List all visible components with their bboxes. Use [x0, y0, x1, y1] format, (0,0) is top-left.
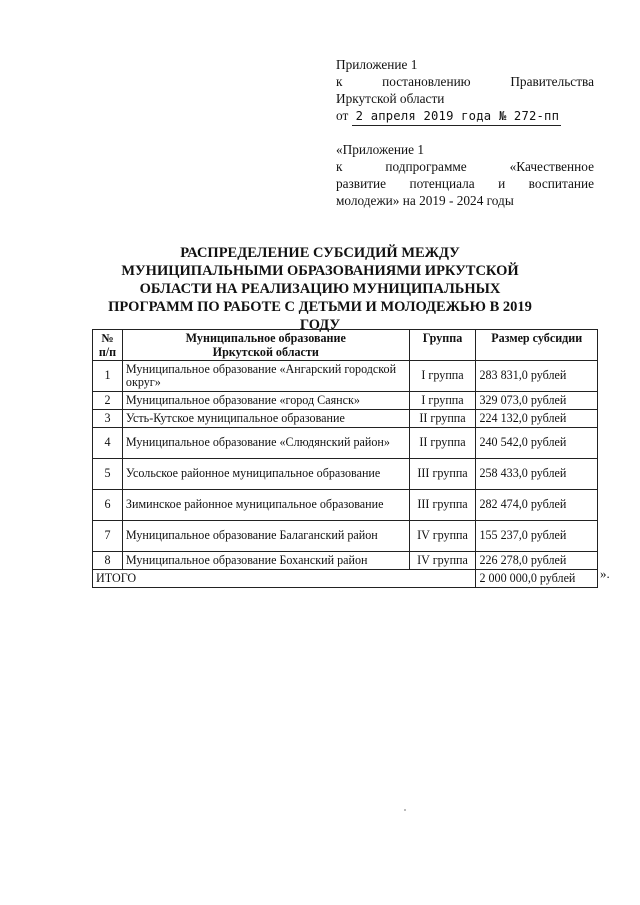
row-subsidy: 240 542,0 рублей — [476, 428, 598, 459]
row-number: 6 — [93, 490, 123, 521]
row-municipality: Муниципальное образование Балаганский район — [122, 521, 409, 552]
row-number: 7 — [93, 521, 123, 552]
scan-speck — [404, 809, 406, 811]
row-municipality: Муниципальное образование «Слюдянский район» — [122, 428, 409, 459]
row-group: IV группа — [409, 521, 476, 552]
row-subsidy: 329 073,0 рублей — [476, 392, 598, 410]
table-row — [93, 552, 598, 570]
subprogram-name-line: развитие потенциала и воспитание — [336, 176, 594, 191]
row-number: 1 — [93, 361, 123, 392]
row-number: 8 — [93, 552, 123, 570]
table-row — [93, 361, 598, 392]
header-number: № п/п — [93, 330, 123, 361]
row-group: II группа — [409, 410, 476, 428]
row-municipality: Усольское районное муниципальное образование — [122, 459, 409, 490]
row-subsidy: 283 831,0 рублей — [476, 361, 598, 392]
row-number: 2 — [93, 392, 123, 410]
table-row — [93, 410, 598, 428]
attachment-region: Иркутской области — [336, 91, 445, 106]
row-subsidy: 282 474,0 рублей — [476, 490, 598, 521]
ref-word: постановлению — [382, 74, 471, 89]
table-header-row — [93, 330, 598, 361]
attachment-header-decree — [336, 56, 594, 126]
row-number: 4 — [93, 428, 123, 459]
subprogram-ref-line — [336, 158, 594, 175]
ref-gov: Правительства — [510, 74, 595, 89]
attachment-ref-line — [336, 73, 594, 90]
ref-k: к — [336, 74, 343, 89]
row-municipality: Муниципальное образование «Ангарский городской округ» — [122, 361, 409, 392]
row-municipality: Муниципальное образование Боханский район — [122, 552, 409, 570]
header-group: Группа — [409, 330, 476, 361]
sub-ref-k: к — [336, 159, 343, 174]
row-subsidy: 224 132,0 рублей — [476, 410, 598, 428]
date-prefix: от — [336, 108, 349, 123]
row-group: I группа — [409, 392, 476, 410]
table-total-row — [93, 570, 598, 588]
sub-ref-quote: «Качественное — [509, 159, 595, 174]
document-title: РАСПРЕДЕЛЕНИЕ СУБСИДИЙ МЕЖДУ МУНИЦИПАЛЬНЫМИ ОБРАЗОВАНИЯМИ ИРКУТСКОЙ ОБЛАСТИ НА РЕАЛИЗАЦИЮ МУНИЦИПАЛЬНЫХ ПРОГРАММ ПО РАБОТЕ С ДЕТЬМИ И МОЛОДЕЖЬЮ В 2019 ГОДУ — [108, 245, 532, 333]
row-municipality: Муниципальное образование «город Саянск» — [122, 392, 409, 410]
row-subsidy: 226 278,0 рублей — [476, 552, 598, 570]
table-row — [93, 392, 598, 410]
row-municipality: Зиминское районное муниципальное образование — [122, 490, 409, 521]
table-row — [93, 459, 598, 490]
row-group: III группа — [409, 490, 476, 521]
table-row — [93, 521, 598, 552]
attachment-date-line — [336, 107, 594, 126]
subprogram-years-line: молодежи» на 2019 - 2024 годы — [336, 193, 514, 208]
total-sum: 2 000 000,0 рублей — [476, 570, 598, 588]
row-group: III группа — [409, 459, 476, 490]
decree-date-number: 2 апреля 2019 года № 272-пп — [352, 108, 562, 126]
row-group: IV группа — [409, 552, 476, 570]
row-number: 5 — [93, 459, 123, 490]
table-row — [93, 428, 598, 459]
header-subsidy: Размер субсидии — [476, 330, 598, 361]
row-municipality: Усть-Кутское муниципальное образование — [122, 410, 409, 428]
subsidy-table — [92, 329, 598, 588]
attachment-label: Приложение 1 — [336, 57, 418, 72]
row-group: II группа — [409, 428, 476, 459]
sub-ref-word: подпрограмме — [385, 159, 467, 174]
closing-quote-mark: ». — [600, 566, 610, 581]
row-group: I группа — [409, 361, 476, 392]
row-subsidy: 258 433,0 рублей — [476, 459, 598, 490]
table-row — [93, 490, 598, 521]
subprogram-attachment-label: «Приложение 1 — [336, 142, 424, 157]
row-subsidy: 155 237,0 рублей — [476, 521, 598, 552]
total-label: ИТОГО — [93, 570, 476, 588]
header-municipality: Муниципальное образование Иркутской области — [122, 330, 409, 361]
attachment-header-subprogram — [336, 141, 594, 209]
row-number: 3 — [93, 410, 123, 428]
